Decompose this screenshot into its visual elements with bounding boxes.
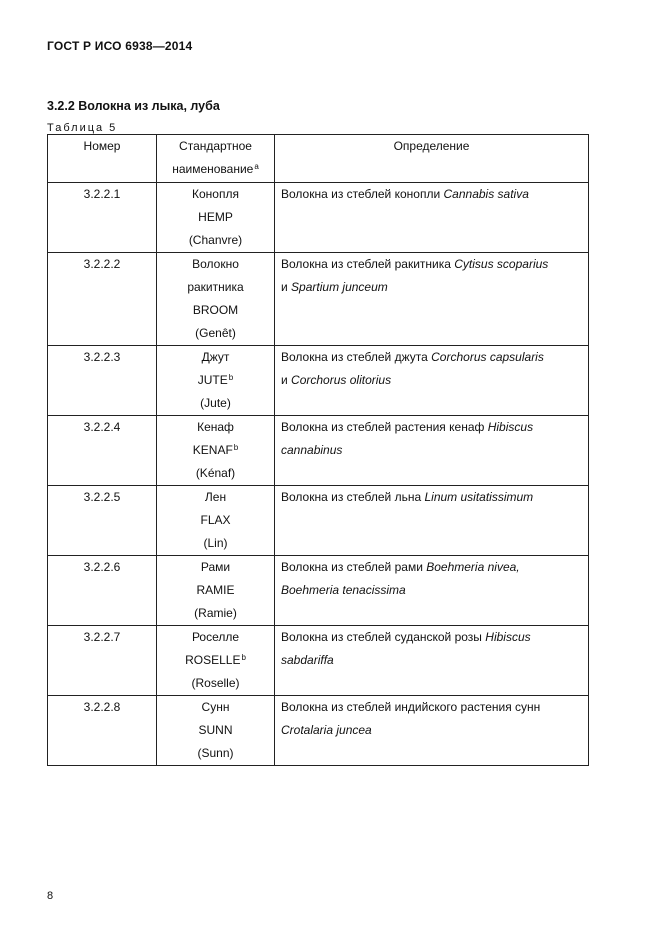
definition-latin: Crotalaria juncea — [281, 723, 372, 737]
table-row — [48, 346, 589, 416]
cell-definition — [275, 626, 589, 696]
column-header-definition — [275, 135, 589, 183]
cell-number: 3.2.2.7 — [48, 626, 157, 696]
column-header-number — [48, 135, 157, 183]
name-ru: Лен — [204, 490, 227, 504]
definition-latin: sabdariffa — [281, 653, 334, 667]
definition-text: Волокна из стеблей конопли — [281, 187, 444, 201]
cell-name — [157, 416, 275, 486]
header-name-line2: наименование — [172, 162, 254, 176]
definition-latin: Cytisus scoparius — [454, 257, 549, 271]
name-ru: Роселле — [191, 630, 240, 644]
fibers-table — [47, 134, 589, 766]
name-en: SUNN — [198, 723, 233, 737]
definition-latin: Boehmeria nivea, — [426, 560, 520, 574]
name-ru: Конопля — [192, 187, 239, 201]
document-header: ГОСТ Р ИСО 6938—2014 — [47, 39, 193, 53]
definition-latin: Boehmeria tenacissima — [281, 583, 406, 597]
name-fr: (Roselle) — [191, 676, 240, 690]
definition-latin: Hibiscus — [487, 420, 534, 434]
definition-latin: Hibiscus — [485, 630, 531, 644]
cell-name — [157, 346, 275, 416]
name-ru: Волокно — [192, 257, 239, 271]
cell-name — [157, 626, 275, 696]
cell-definition — [275, 346, 589, 416]
cell-definition — [275, 486, 589, 556]
name-fr: (Chanvre) — [188, 233, 243, 247]
definition-text: Волокна из стеблей растения кенаф — [281, 420, 488, 434]
definition-latin: Linum usitatissimum — [424, 490, 534, 504]
cell-definition — [275, 253, 589, 346]
definition-latin: cannabinus — [281, 443, 343, 457]
table-row — [48, 486, 589, 556]
footnote-marker: b — [233, 443, 239, 452]
footnote-marker: b — [241, 653, 246, 662]
cell-name — [157, 183, 275, 253]
table-row — [48, 416, 589, 486]
cell-number: 3.2.2.4 — [48, 416, 157, 486]
name-en: ROSELLE — [185, 653, 241, 667]
cell-number: 3.2.2.2 — [48, 253, 157, 346]
name-en: RAMIE — [196, 583, 235, 597]
definition-text: Волокна из стеблей суданской розы — [281, 630, 486, 644]
page-number: 8 — [47, 890, 54, 902]
name-ru: Джут — [201, 350, 230, 364]
definition-text: и — [281, 280, 292, 294]
header-number-label: Номер — [83, 139, 121, 153]
section-title: 3.2.2 Волокна из лыка, луба — [47, 99, 220, 113]
definition-latin: Corchorus capsularis — [431, 350, 544, 364]
name-en: JUTE — [197, 373, 228, 387]
definition-text: Волокна из стеблей льна — [281, 490, 425, 504]
cell-number: 3.2.2.3 — [48, 346, 157, 416]
cell-number: 3.2.2.5 — [48, 486, 157, 556]
footnote-marker: a — [254, 162, 259, 171]
cell-name — [157, 556, 275, 626]
table-caption: Таблица 5 — [47, 122, 118, 134]
name-en: KENAF — [192, 443, 233, 457]
cell-definition — [275, 556, 589, 626]
name-ru: Рами — [200, 560, 231, 574]
name-en: BROOM — [192, 303, 239, 317]
name-ru: ракитника — [187, 280, 244, 294]
table-row — [48, 626, 589, 696]
name-fr: (Jute) — [200, 396, 231, 410]
name-en: FLAX — [200, 513, 231, 527]
definition-latin: Corchorus olitorius — [291, 373, 392, 387]
cell-number: 3.2.2.6 — [48, 556, 157, 626]
name-ru: Кенаф — [197, 420, 234, 434]
name-ru: Сунн — [201, 700, 230, 714]
header-name-line1: Стандартное — [179, 139, 252, 153]
cell-definition — [275, 416, 589, 486]
name-fr: (Sunn) — [197, 746, 234, 760]
table-header-row — [48, 135, 589, 183]
cell-number: 3.2.2.1 — [48, 183, 157, 253]
definition-latin: Cannabis sativa — [443, 187, 529, 201]
table-row — [48, 696, 589, 766]
table-row — [48, 183, 589, 253]
name-fr: (Genêt) — [195, 326, 236, 340]
name-fr: (Kénaf) — [195, 466, 236, 480]
table-row — [48, 253, 589, 346]
definition-latin: Spartium junceum — [291, 280, 388, 294]
column-header-name — [157, 135, 275, 183]
definition-text: Волокна из стеблей ракитника — [281, 257, 455, 271]
table-row — [48, 556, 589, 626]
cell-number: 3.2.2.8 — [48, 696, 157, 766]
header-definition-label: Определение — [393, 139, 470, 153]
definition-text: и — [281, 373, 292, 387]
definition-text: Волокна из стеблей джута — [281, 350, 432, 364]
footnote-marker: b — [228, 373, 234, 382]
cell-name — [157, 253, 275, 346]
cell-name — [157, 486, 275, 556]
cell-definition — [275, 696, 589, 766]
cell-name — [157, 696, 275, 766]
name-en: HEMP — [198, 210, 233, 224]
definition-text: Волокна из стеблей рами — [281, 560, 427, 574]
cell-definition — [275, 183, 589, 253]
definition-text: Волокна из стеблей индийского растения сунн — [281, 700, 541, 714]
name-fr: (Lin) — [203, 536, 228, 550]
name-fr: (Ramie) — [194, 606, 237, 620]
